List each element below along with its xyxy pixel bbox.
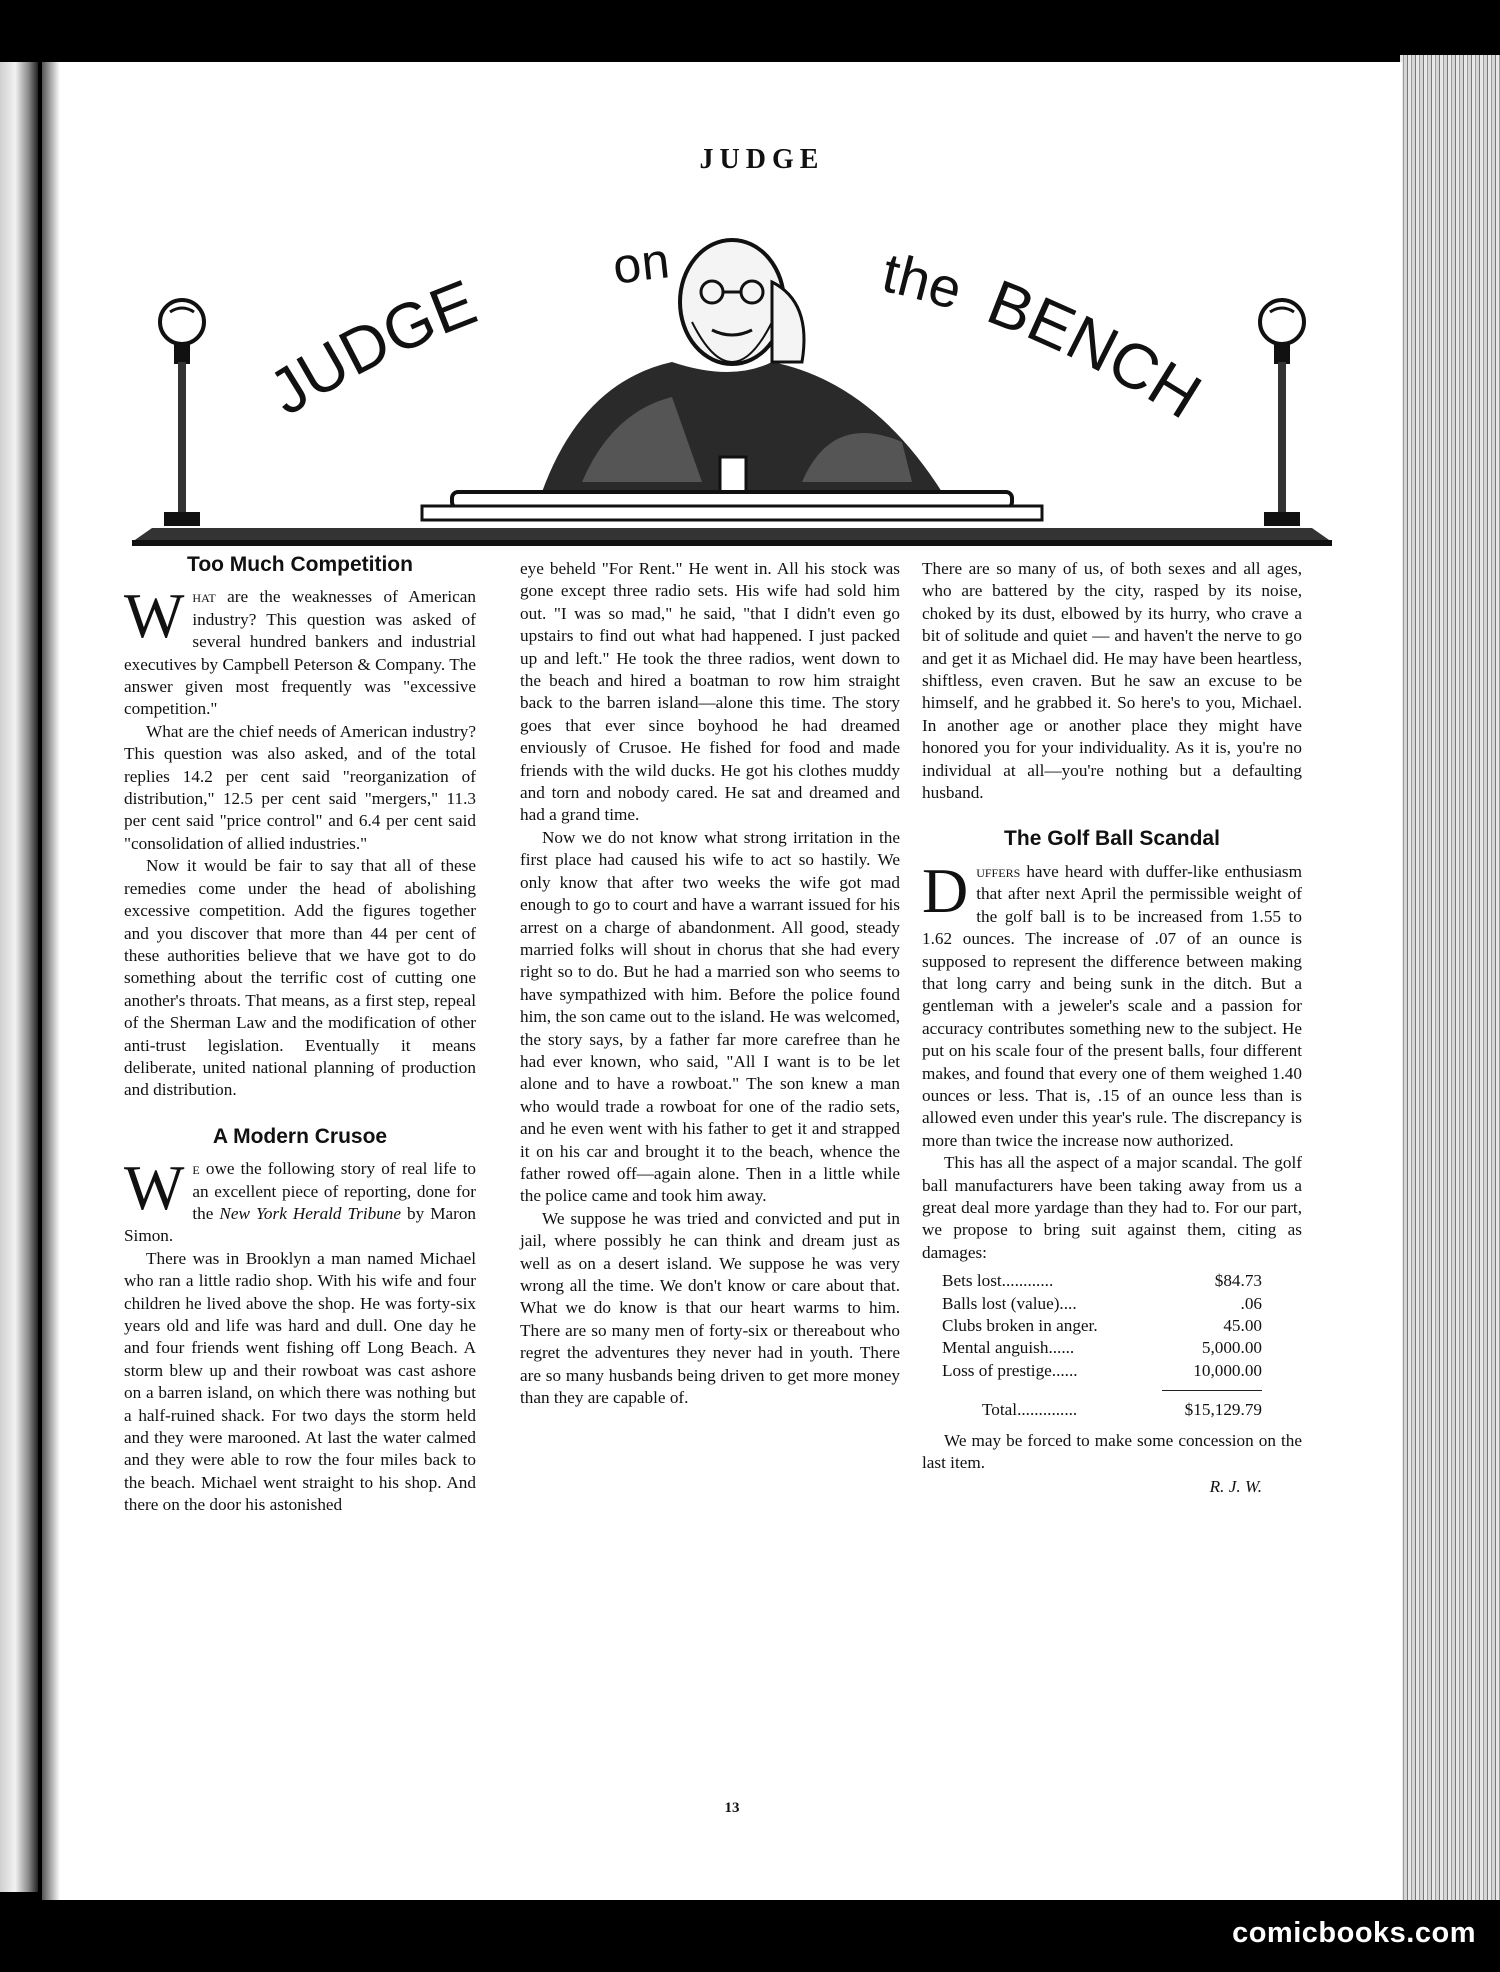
total-rule bbox=[1162, 1390, 1262, 1391]
banner-title: JUDGEon the BENCH bbox=[256, 232, 1214, 433]
article-title: A Modern Crusoe bbox=[212, 1124, 388, 1148]
damages-row: Mental anguish...... 5,000.00 bbox=[942, 1338, 1262, 1358]
article-paragraph: We owe the following story of real life to an excellent piece of reporting, done for the New York Herald Tribune by Maron Simon. bbox=[124, 1152, 477, 1246]
damages-list bbox=[942, 1270, 1262, 1421]
article-title: The Golf Ball Scandal bbox=[1004, 827, 1220, 851]
article-paragraph: Duffers have heard with duffer-like enthusiasm that after next April the permissible weight of the golf ball is to be increased from 1.55 to 1.62 ounces. The increase of .07 of an ounce is supposed to represent the difference between making that long carry and being sunk in the ditch. But a gentleman with a jeweler's scale and a passion for accuracy contributes something new to the subject. He put on his scale four of the present balls, four different makes, and found that every one of them weighed 1.40 ounces or less. That is, .15 of an ounce less than is allowed even under this year's rule. The discrepancy is more than twice the increase now authorized. bbox=[922, 854, 1302, 1150]
column-1 bbox=[124, 554, 476, 1517]
article-paragraph: There was in Brooklyn a man named Michael who ran a little radio shop. With his wife and four children he lived above the shop. He was forty-six years old and life was hard and dull. One day he and four friends went fishing off Long Beach. A storm blew up and their rowboat was cast ashore on a barren island, on which there was nothing but a half-ruined shack. For two days the storm held and they were marooned. At last the water calmed and they were able to row the four miles back to the beach. Michael went straight to his shop. And there on the door his astonished bbox=[124, 1248, 476, 1515]
column-2 bbox=[520, 558, 900, 1409]
article-paragraph: Now we do not know what strong irritation in the first place had caused his wife to act so hastily. We only know that after two weeks the wife got mad enough to go to court and have a warrant issued for his arrest on a charge of abandonment. All good, steady married folks will shout in chorus that she had every right so to do. But he had a married son who seems to have sympathized with him. Before the police found him, the son came out to the island. He was welcomed, the story says, by a father far more carefree than he had ever known, who said, "All I want is to be let alone and to have a rowboat." The son knew a man who would trade a rowboat for one of the radio sets, and he even went with his father to get it and strapped it on his car and brought it to the beach, whence the father rowed off—again alone. Then in a little while the police came and took him away. bbox=[520, 827, 900, 1206]
damages-row: Clubs broken in anger. 45.00 bbox=[942, 1316, 1262, 1335]
damages-row: Loss of prestige...... 10,000.00 bbox=[942, 1360, 1262, 1380]
article-paragraph: There are so many of us, of both sexes and all ages, who are battered by the city, rasped by its noise, choked by its dust, elbowed by its hurry, who crave a bit of solitude and quiet — and haven't the nerve to go and get it as Michael did. He may have been heartless, shiftless, even craven. But he saw an excuse to be himself, and he grabbed it. So here's to you, Michael. In another age or another place they might have honored you for your individuality. As it is, you're no individual at all—you're nothing but a defaulting husband. bbox=[922, 559, 1302, 803]
judge-on-the-bench-banner bbox=[112, 212, 1352, 552]
right-lamp-post-icon bbox=[1260, 300, 1304, 526]
damages-row: Balls lost (value).... .06 bbox=[942, 1293, 1262, 1313]
judge-illustration bbox=[542, 240, 942, 497]
article-paragraph: This has all the aspect of a major scandal. The golf ball manufacturers have been taking away from us a great deal more yardage than they had to. For our part, we propose to bring suit against them, citing as damages: bbox=[922, 1153, 1302, 1262]
article-paragraph: We suppose he was tried and convicted and put in jail, where possibly he can think and dream just as well as on a desert island. We suppose he was very wrong all the time. We don't know or care about that. What we do know is that our heart warms to him. There are so many men of forty-six or thereabout who regret the adventures they never had in youth. There are so many husbands being driven to get more money than they are capable of. bbox=[520, 1208, 900, 1408]
page-stack-edge bbox=[1400, 55, 1500, 1900]
drop-cap: W bbox=[124, 580, 185, 652]
bench-base bbox=[132, 492, 1332, 546]
page-number: 13 bbox=[724, 1800, 740, 1816]
author-signature: R. J. W. bbox=[1209, 1477, 1262, 1497]
drop-cap: D bbox=[922, 854, 969, 926]
damages-row: Bets lost............ $84.73 bbox=[942, 1271, 1262, 1291]
article-paragraph: Now it would be fair to say that all of these remedies come under the head of abolishing excessive competition. Add the figures together and you discover that more than 44 per cent of these authorities believe that we have got to do something about the terrific cost of cutting one another's throats. That means, as a first step, repeal of the Sherman Law and the modification of other anti-trust legislation. Eventually it means deliberate, united national planning of production and distribution. bbox=[124, 856, 476, 1100]
article-paragraph: We may be forced to make some concession on the last item. bbox=[922, 1430, 1302, 1473]
article-paragraph: What are the weaknesses of American industry? This question was asked of several hundred bankers and industrial executives by Campbell Peterson & Company. The answer given most frequently was "excessive competition." bbox=[124, 580, 476, 719]
article-paragraph: What are the chief needs of American industry? This question was also asked, and of the total replies 14.2 per cent said "reorganization of distribution," 12.5 per cent said "mergers," 11.3 per cent said "price control" and 6.4 per cent said "consolidation of allied industries." bbox=[124, 721, 476, 853]
article-paragraph: eye beheld "For Rent." He went in. All his stock was gone except three radio sets. His wife had sold him out. "I was so mad," he said, "that I didn't even go upstairs to find out what had happened. I just packed up and left." He took the three radios, went down to the beach and hired a boatman to row him straight back to the barren island—alone this time. The story goes that ever since boyhood he had dreamed enviously of Crusoe. He fished for food and made friends with the wild ducks. He got his clothes muddy and torn and nobody cared. He sat and dreamed and had a grand time. bbox=[520, 559, 900, 825]
left-page-edge bbox=[0, 62, 38, 1892]
magazine-page bbox=[42, 62, 1402, 1900]
article-title: Too Much Competition bbox=[187, 553, 413, 576]
watermark: comicbooks.com bbox=[1232, 1917, 1476, 1949]
drop-cap: W bbox=[124, 1152, 185, 1224]
left-lamp-post-icon bbox=[160, 300, 204, 526]
column-3 bbox=[922, 558, 1302, 1499]
masthead: JUDGE bbox=[699, 144, 825, 175]
damages-total-row: Total.............. $15,129.79 bbox=[982, 1400, 1262, 1420]
